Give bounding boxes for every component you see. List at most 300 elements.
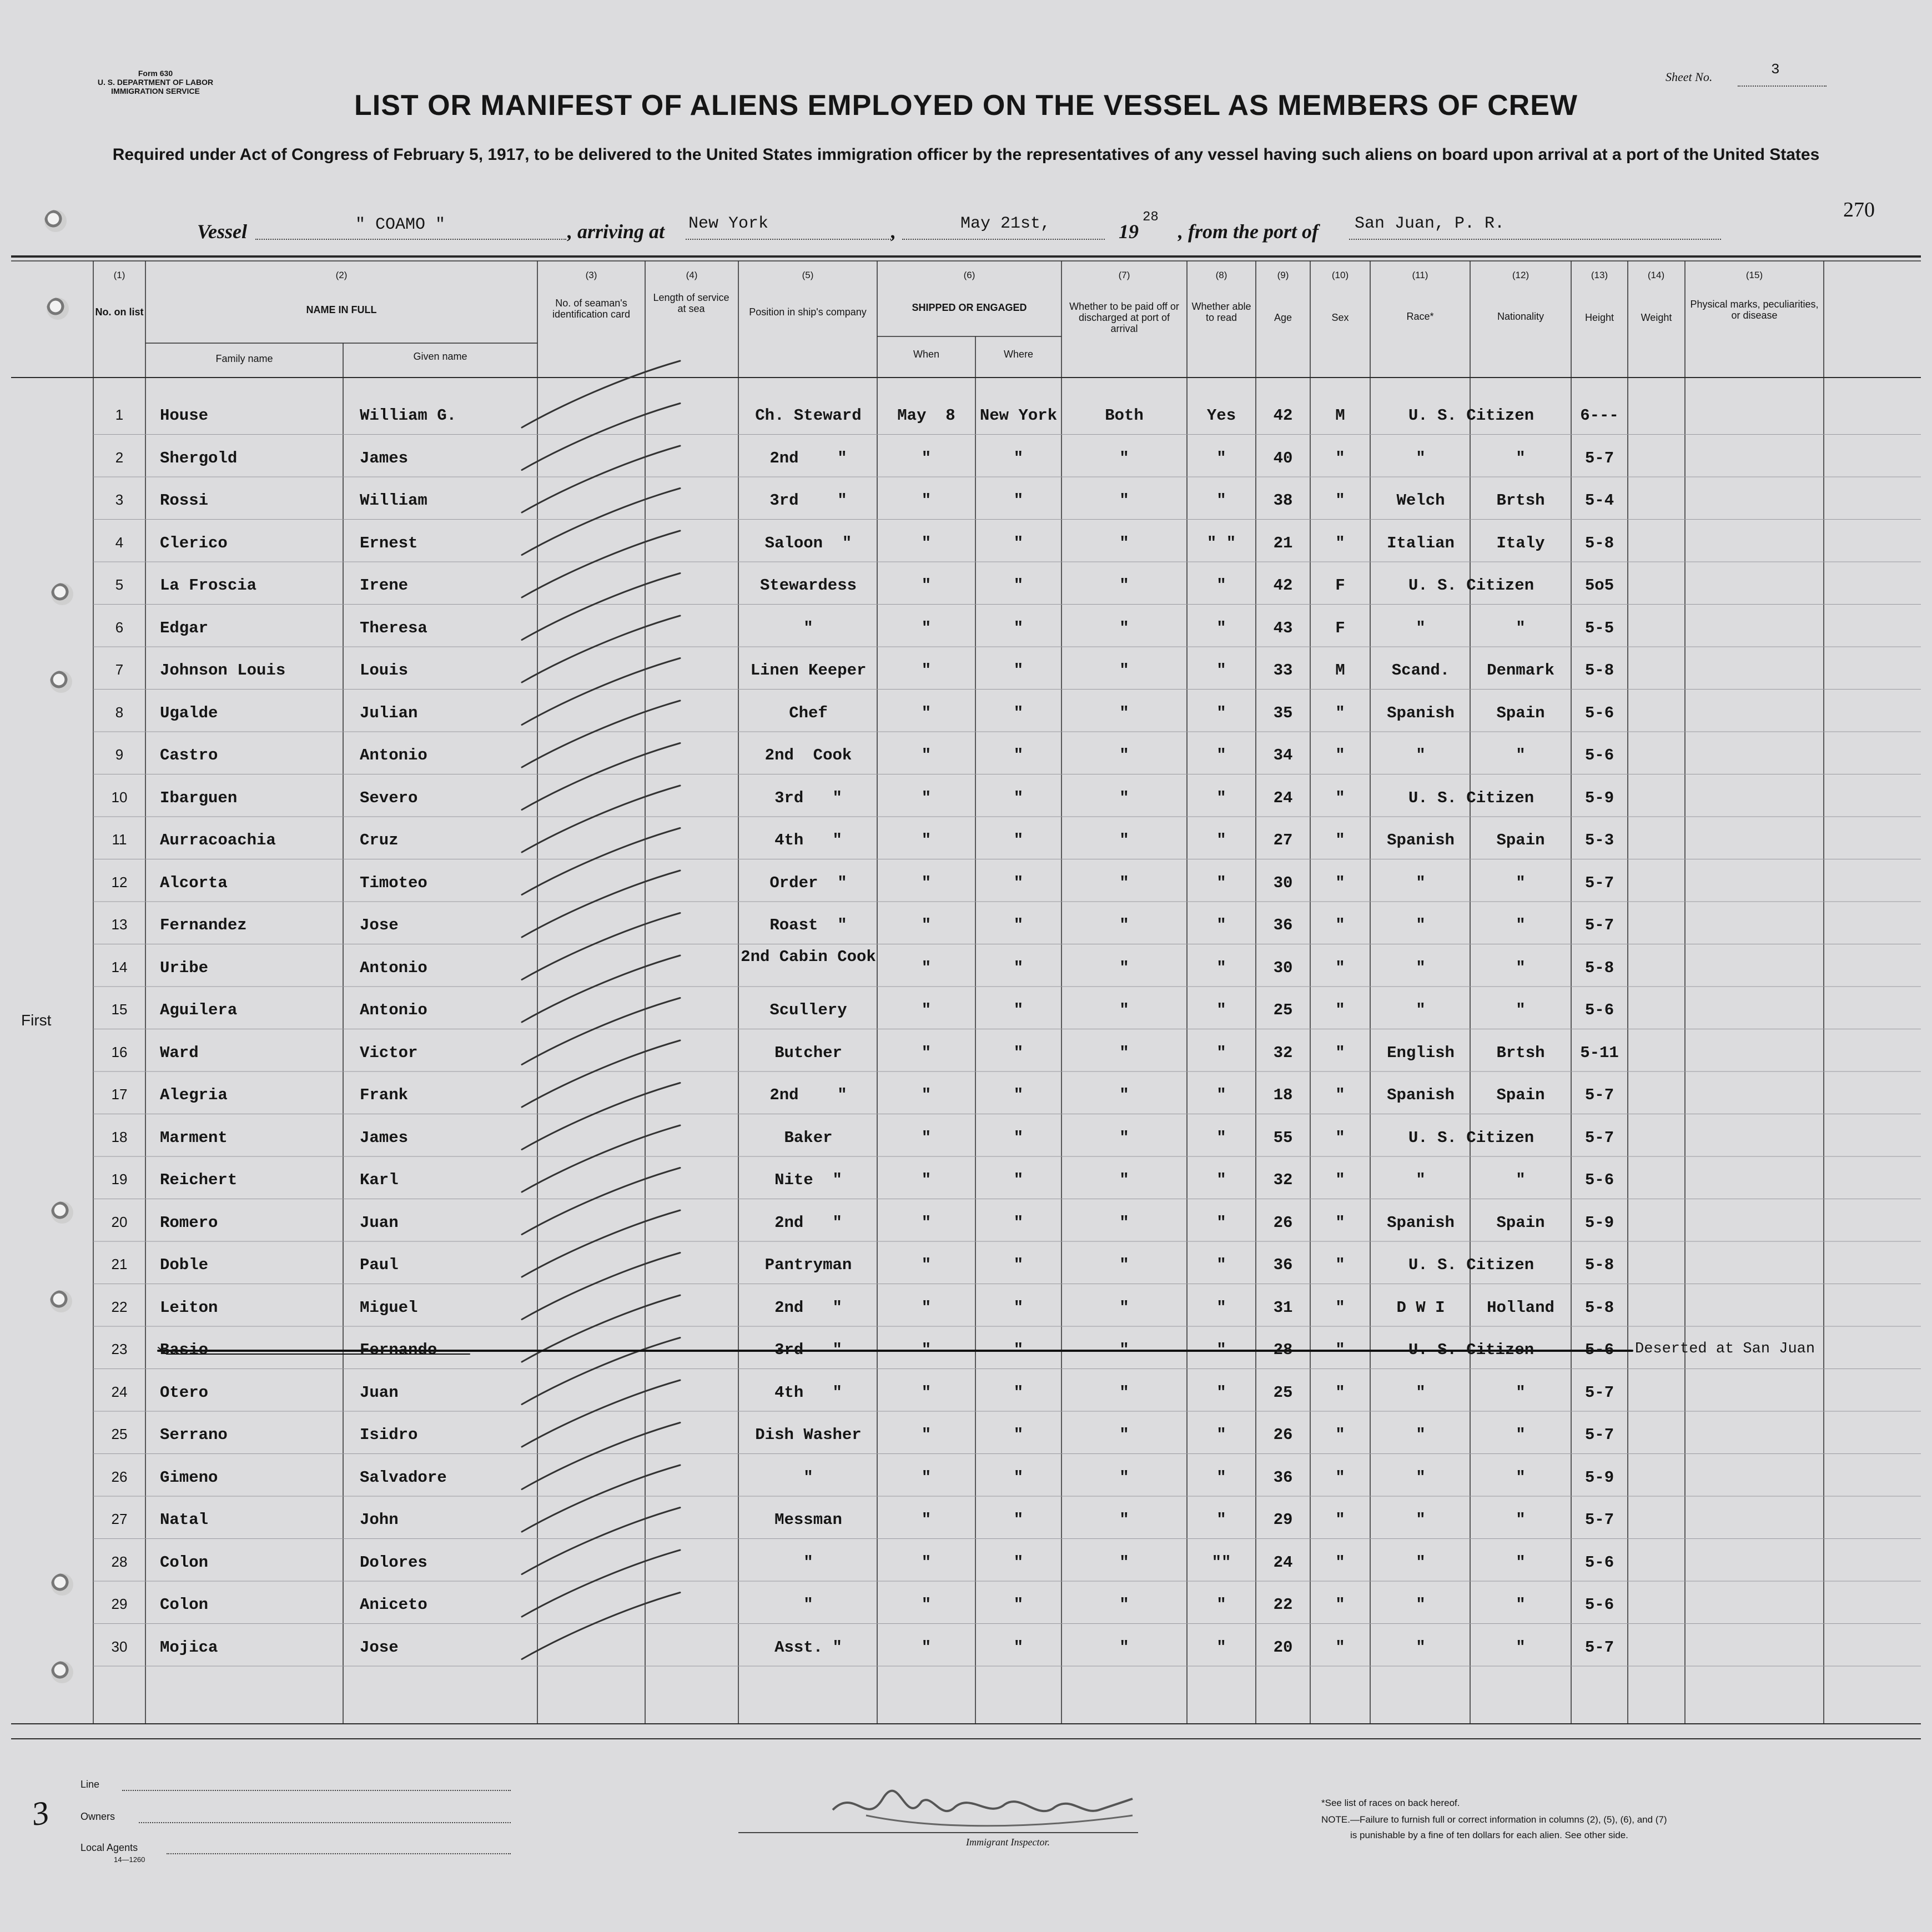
column-number: (7) <box>1118 270 1130 280</box>
cell-where: " <box>1013 1553 1024 1572</box>
cell-height: 5-7 <box>1584 1426 1614 1444</box>
cell-family: Romero <box>160 1213 218 1232</box>
cell-paid: Both <box>1105 406 1144 425</box>
cell-when: " <box>921 916 932 934</box>
cell-nat: Spain <box>1496 1086 1545 1104</box>
cell-sex: " <box>1335 1256 1345 1274</box>
column-number: (11) <box>1412 270 1428 280</box>
cell-family: Aguilera <box>160 1001 238 1019</box>
cell-family: House <box>160 406 209 425</box>
cell-read: " <box>1216 1511 1226 1529</box>
cell-position: Stewardess <box>759 576 857 595</box>
cell-paid: " <box>1119 534 1129 552</box>
cell-height: 5-7 <box>1584 1638 1614 1657</box>
cell-age: 30 <box>1273 958 1293 977</box>
cell-when: " <box>921 703 932 722</box>
department: U. S. DEPARTMENT OF LABOR <box>97 78 214 87</box>
cell-sex: F <box>1335 618 1345 637</box>
cell-age: 18 <box>1273 1086 1293 1104</box>
cell-sex: F <box>1335 576 1345 595</box>
margin-mark: 3 <box>29 1793 52 1833</box>
cell-nat: Spain <box>1496 1213 1545 1232</box>
header-paid-off: Whether to be paid off or discharged at port of arrival <box>1069 301 1179 334</box>
cell-family: Ibarguen <box>160 788 238 807</box>
cell-given: Juan <box>360 1383 399 1402</box>
cell-when: " <box>921 1426 932 1444</box>
sheet-number-label: Sheet No. <box>1666 70 1713 84</box>
cell-race: D W I <box>1396 1298 1445 1317</box>
cell-given: Julian <box>360 703 418 722</box>
cell-marks: Deserted at San Juan <box>1635 1341 1815 1357</box>
cell-sex: " <box>1335 1468 1345 1487</box>
cell-where: " <box>1013 1383 1024 1402</box>
cell-no: 19 <box>111 1171 128 1188</box>
cell-where: " <box>1013 1086 1024 1104</box>
cell-race: U. S. Citizen <box>1408 1341 1534 1359</box>
cell-race: " <box>1416 1383 1426 1402</box>
cell-age: 24 <box>1273 1553 1293 1572</box>
cell-age: 24 <box>1273 788 1293 807</box>
cell-race: " <box>1416 1553 1426 1572</box>
header-position: Position in ship's company <box>749 306 867 318</box>
cell-race: English <box>1387 1043 1455 1062</box>
cell-read: " <box>1216 1086 1226 1104</box>
cell-read: " <box>1216 916 1226 934</box>
cell-given: Miguel <box>360 1298 418 1317</box>
cell-nat: " <box>1516 1553 1526 1572</box>
cell-family: Shergold <box>160 449 238 467</box>
arriving-label: , arriving at <box>567 220 665 243</box>
cell-when: " <box>921 534 932 552</box>
cell-age: 43 <box>1273 618 1293 637</box>
column-number: (6) <box>963 270 975 280</box>
cell-where: " <box>1013 1596 1024 1614</box>
cell-no: 18 <box>111 1128 128 1145</box>
cell-age: 32 <box>1273 1171 1293 1189</box>
cell-nat: " <box>1516 1171 1526 1189</box>
footnote-races: *See list of races on back hereof. <box>1321 1798 1460 1808</box>
cell-paid: " <box>1119 746 1129 764</box>
cell-read: " <box>1216 576 1226 595</box>
cell-no: 20 <box>111 1213 128 1230</box>
cell-age: 21 <box>1273 534 1293 552</box>
cell-height: 5-6 <box>1584 703 1614 722</box>
cell-sex: " <box>1335 831 1345 849</box>
cell-when: " <box>921 1341 932 1359</box>
cell-read: " <box>1216 1001 1226 1019</box>
cell-height: 5-9 <box>1584 788 1614 807</box>
cell-race: Welch <box>1396 491 1445 510</box>
cell-paid: " <box>1119 1128 1129 1147</box>
cell-race: " <box>1416 746 1426 764</box>
cell-sex: " <box>1335 491 1345 510</box>
cell-paid: " <box>1119 1596 1129 1614</box>
cell-when: " <box>921 1086 932 1104</box>
cell-sex: " <box>1335 1171 1345 1189</box>
cell-age: 32 <box>1273 1043 1293 1062</box>
pencil-mark <box>522 1040 680 1107</box>
cell-position: 3rd " <box>774 788 842 807</box>
cell-when: " <box>921 1638 932 1657</box>
cell-sex: M <box>1335 661 1345 680</box>
cell-paid: " <box>1119 1213 1129 1232</box>
cell-where: " <box>1013 1426 1024 1444</box>
header-sex: Sex <box>1331 312 1349 323</box>
cell-height: 5-8 <box>1584 1298 1614 1317</box>
header-where: Where <box>1003 349 1033 360</box>
cell-where: " <box>1013 831 1024 849</box>
punch-hole <box>51 1201 73 1224</box>
cell-given: Jose <box>360 1638 399 1657</box>
header-weight: Weight <box>1641 312 1672 323</box>
cell-race: Spanish <box>1387 1213 1455 1232</box>
cell-race: " <box>1416 916 1426 934</box>
cell-when: " <box>921 1596 932 1614</box>
cell-nat: " <box>1516 958 1526 977</box>
cell-age: 34 <box>1273 746 1293 764</box>
column-number: (12) <box>1512 270 1530 280</box>
cell-height: 5-6 <box>1584 1553 1614 1572</box>
cell-when: " <box>921 1511 932 1529</box>
cell-read: " <box>1216 1383 1226 1402</box>
cell-age: 55 <box>1273 1128 1293 1147</box>
cell-no: 1 <box>115 406 124 423</box>
column-number: (5) <box>802 270 814 280</box>
cell-position: 2nd Cabin Cook <box>741 947 876 966</box>
cell-family: Leiton <box>160 1298 218 1317</box>
pencil-mark <box>522 701 680 767</box>
column-number: (2) <box>335 270 348 280</box>
cell-where: " <box>1013 1213 1024 1232</box>
cell-no: 25 <box>111 1426 128 1442</box>
header-shipped: SHIPPED OR ENGAGED <box>912 302 1027 313</box>
column-number: (3) <box>585 270 597 280</box>
cell-no: 28 <box>111 1553 128 1570</box>
pencil-mark <box>522 786 680 852</box>
cell-given: Frank <box>360 1086 409 1104</box>
cell-sex: " <box>1335 1596 1345 1614</box>
column-number: (9) <box>1277 270 1289 280</box>
cell-age: 20 <box>1273 1638 1293 1657</box>
from-label: , from the port of <box>1178 220 1319 243</box>
cell-position: " <box>803 1553 813 1572</box>
punch-hole <box>50 1290 72 1312</box>
cell-family: Colon <box>160 1553 209 1572</box>
cell-no: 13 <box>111 916 128 933</box>
cell-age: 36 <box>1273 1256 1293 1274</box>
cell-position: 4th " <box>774 1383 842 1402</box>
cell-height: 5-6 <box>1584 1341 1614 1359</box>
cell-race: " <box>1416 1171 1426 1189</box>
cell-paid: " <box>1119 788 1129 807</box>
header-length-service: Length of service at sea <box>653 292 729 314</box>
cell-family: Basio <box>160 1341 209 1359</box>
cell-age: 30 <box>1273 873 1293 892</box>
pencil-mark <box>522 531 680 597</box>
cell-where: " <box>1013 958 1024 977</box>
cell-paid: " <box>1119 1553 1129 1572</box>
cell-no: 30 <box>111 1638 128 1655</box>
cell-position: Roast " <box>769 916 847 934</box>
cell-nat: " <box>1516 1468 1526 1487</box>
cell-sex: " <box>1335 1638 1345 1657</box>
cell-family: Reichert <box>160 1171 238 1189</box>
cell-where: " <box>1013 1001 1024 1019</box>
header-able-read: Whether able to read <box>1191 301 1251 323</box>
from-port: San Juan, P. R. <box>1355 214 1505 233</box>
cell-family: Aurracoachia <box>160 831 276 849</box>
cell-position: 2nd " <box>774 1213 842 1232</box>
cell-read: " <box>1216 873 1226 892</box>
cell-given: Salvadore <box>360 1468 447 1487</box>
cell-nat: Denmark <box>1487 661 1554 680</box>
cell-age: 25 <box>1273 1383 1293 1402</box>
cell-where: " <box>1013 1256 1024 1274</box>
cell-no: 29 <box>111 1596 128 1612</box>
cell-age: 26 <box>1273 1426 1293 1444</box>
header-when: When <box>913 349 940 360</box>
cell-height: 5o5 <box>1584 576 1614 595</box>
stamped-number: 270 <box>1843 198 1875 222</box>
cell-where: " <box>1013 1043 1024 1062</box>
cell-paid: " <box>1119 703 1129 722</box>
cell-when: " <box>921 1043 932 1062</box>
cell-height: 5-6 <box>1584 1171 1614 1189</box>
cell-sex: " <box>1335 916 1345 934</box>
cell-position: 3rd " <box>774 1341 842 1359</box>
cell-sex: " <box>1335 1043 1345 1062</box>
cell-given: James <box>360 1128 409 1147</box>
cell-race: " <box>1416 618 1426 637</box>
cell-height: 6--- <box>1580 406 1619 425</box>
cell-height: 5-9 <box>1584 1468 1614 1487</box>
cell-given: Paul <box>360 1256 399 1274</box>
cell-age: 33 <box>1273 661 1293 680</box>
cell-race: U. S. Citizen <box>1408 406 1534 425</box>
cell-race: U. S. Citizen <box>1408 1256 1534 1274</box>
cell-given: Dolores <box>360 1553 427 1572</box>
cell-where: " <box>1013 1171 1024 1189</box>
cell-where: " <box>1013 661 1024 680</box>
cell-family: La Froscia <box>160 576 257 595</box>
cell-sex: " <box>1335 1341 1345 1359</box>
cell-where: " <box>1013 576 1024 595</box>
pencil-mark <box>522 1593 680 1659</box>
cell-given: Aniceto <box>360 1596 427 1614</box>
cell-no: 4 <box>115 534 124 551</box>
cell-nat: " <box>1516 1426 1526 1444</box>
header-seaman-card: No. of seaman's identification card <box>552 298 631 320</box>
cell-no: 2 <box>115 449 124 466</box>
cell-nat: Spain <box>1496 703 1545 722</box>
cell-paid: " <box>1119 1171 1129 1189</box>
cell-paid: " <box>1119 1341 1129 1359</box>
cell-paid: " <box>1119 1468 1129 1487</box>
cell-when: " <box>921 1171 932 1189</box>
cell-height: 5-7 <box>1584 916 1614 934</box>
column-number: (15) <box>1745 270 1763 280</box>
cell-paid: " <box>1119 1426 1129 1444</box>
cell-family: Otero <box>160 1383 209 1402</box>
cell-given: James <box>360 449 409 467</box>
cell-position: Chef <box>789 703 828 722</box>
pencil-mark <box>522 1125 680 1192</box>
cell-paid: " <box>1119 491 1129 510</box>
cell-height: 5-5 <box>1584 618 1614 637</box>
cell-sex: " <box>1335 1298 1345 1317</box>
cell-height: 5-7 <box>1584 873 1614 892</box>
pencil-mark <box>522 998 680 1065</box>
header-nationality: Nationality <box>1497 311 1544 322</box>
cell-family: Alcorta <box>160 873 228 892</box>
cell-given: Timoteo <box>360 873 427 892</box>
line-label: Line <box>80 1779 100 1790</box>
cell-position: Messman <box>774 1511 842 1529</box>
cell-nat: " <box>1516 449 1526 467</box>
cell-age: 25 <box>1273 1001 1293 1019</box>
vessel-label: Vessel <box>197 220 247 243</box>
cell-when: " <box>921 1001 932 1019</box>
cell-read: " <box>1216 1213 1226 1232</box>
cell-age: 29 <box>1273 1511 1293 1529</box>
cell-race: Spanish <box>1387 1086 1455 1104</box>
cell-where: " <box>1013 1511 1024 1529</box>
cell-given: William G. <box>360 406 457 425</box>
cell-race: " <box>1416 1596 1426 1614</box>
header-race: Race* <box>1406 311 1434 322</box>
cell-nat: Brtsh <box>1496 491 1545 510</box>
cell-read: " <box>1216 958 1226 977</box>
year-prefix: 19 <box>1119 220 1139 243</box>
cell-paid: " <box>1119 831 1129 849</box>
column-number: (8) <box>1215 270 1227 280</box>
cell-given: Antonio <box>360 746 427 764</box>
header-name-in-full: NAME IN FULL <box>306 304 377 315</box>
cell-race: " <box>1416 449 1426 467</box>
agents-code: 14—1260 <box>114 1855 145 1864</box>
footnote-note: NOTE.—Failure to furnish full or correct information in columns (2), (5), (6), and (7) <box>1321 1814 1667 1825</box>
cell-family: Marment <box>160 1128 228 1147</box>
cell-family: Colon <box>160 1596 209 1614</box>
cell-nat: " <box>1516 1383 1526 1402</box>
cell-no: 10 <box>111 788 128 806</box>
cell-given: Irene <box>360 576 409 595</box>
arriving-port: New York <box>688 214 769 233</box>
cell-family: Serrano <box>160 1426 228 1444</box>
cell-race: " <box>1416 873 1426 892</box>
cell-read: " <box>1216 1043 1226 1062</box>
pencil-mark <box>522 1550 680 1617</box>
cell-given: Jose <box>360 916 399 934</box>
cell-position: " <box>803 1468 813 1487</box>
cell-race: Italian <box>1387 534 1455 552</box>
cell-position: 2nd " <box>769 449 847 467</box>
cell-position: 2nd " <box>769 1086 847 1104</box>
pencil-mark <box>522 955 680 1022</box>
cell-position: 3rd " <box>769 491 847 510</box>
cell-where: " <box>1013 916 1024 934</box>
cell-when: " <box>921 1256 932 1274</box>
header-no-on-list: No. on list <box>95 306 144 318</box>
cell-when: " <box>921 449 932 467</box>
cell-height: 5-8 <box>1584 958 1614 977</box>
cell-paid: " <box>1119 873 1129 892</box>
cell-age: 36 <box>1273 916 1293 934</box>
pencil-mark <box>522 871 680 937</box>
cell-no: 24 <box>111 1383 128 1400</box>
cell-age: 27 <box>1273 831 1293 849</box>
cell-given: Karl <box>360 1171 399 1189</box>
cell-no: 15 <box>111 1001 128 1018</box>
cell-sex: " <box>1335 534 1345 552</box>
cell-sex: M <box>1335 406 1345 425</box>
cell-given: Juan <box>360 1213 399 1232</box>
cell-given: William <box>360 491 427 510</box>
column-number: (14) <box>1647 270 1665 280</box>
cell-when: " <box>921 958 932 977</box>
cell-height: 5-3 <box>1584 831 1614 849</box>
cell-position: Nite " <box>774 1171 842 1189</box>
cell-position: " <box>803 618 813 637</box>
cell-family: Fernandez <box>160 916 247 934</box>
pencil-mark <box>522 1168 680 1235</box>
cell-race: U. S. Citizen <box>1408 576 1534 595</box>
cell-where: " <box>1013 534 1024 552</box>
cell-no: 3 <box>115 491 124 508</box>
cell-nat: " <box>1516 1511 1526 1529</box>
punch-hole <box>51 583 73 605</box>
cell-read: " <box>1216 1341 1226 1359</box>
cell-sex: " <box>1335 1383 1345 1402</box>
cell-race: " <box>1416 1426 1426 1444</box>
cell-nat: Italy <box>1496 534 1545 552</box>
cell-read: " <box>1216 831 1226 849</box>
cell-when: " <box>921 618 932 637</box>
cell-given: Louis <box>360 661 409 680</box>
cell-position: 4th " <box>774 831 842 849</box>
cell-given: Antonio <box>360 1001 427 1019</box>
cell-family: Rossi <box>160 491 209 510</box>
cell-read: " <box>1216 1128 1226 1147</box>
cell-family: Doble <box>160 1256 209 1274</box>
cell-height: 5-7 <box>1584 1128 1614 1147</box>
cell-height: 5-11 <box>1580 1043 1619 1062</box>
cell-paid: " <box>1119 449 1129 467</box>
cell-read: " <box>1216 1256 1226 1274</box>
cell-sex: " <box>1335 449 1345 467</box>
cell-when: " <box>921 661 932 680</box>
cell-family: Clerico <box>160 534 228 552</box>
cell-read: " <box>1216 746 1226 764</box>
cell-given: Ernest <box>360 534 418 552</box>
footnote-fine: is punishable by a fine of ten dollars for each alien. See other side. <box>1350 1830 1628 1840</box>
cell-no: 26 <box>111 1468 128 1485</box>
cell-sex: " <box>1335 1213 1345 1232</box>
pencil-mark <box>522 573 680 640</box>
cell-sex: " <box>1335 1001 1345 1019</box>
pencil-mark <box>522 1210 680 1277</box>
margin-note: First <box>21 1012 52 1029</box>
cell-age: 22 <box>1273 1596 1293 1614</box>
cell-paid: " <box>1119 958 1129 977</box>
cell-when: May 8 <box>897 406 955 425</box>
sheet-number-value: 3 <box>1771 61 1780 78</box>
cell-when: " <box>921 1468 932 1487</box>
cell-position: Scullery <box>769 1001 847 1019</box>
cell-family: Ugalde <box>160 703 218 722</box>
service: IMMIGRATION SERVICE <box>111 87 200 95</box>
cell-nat: Brtsh <box>1496 1043 1545 1062</box>
